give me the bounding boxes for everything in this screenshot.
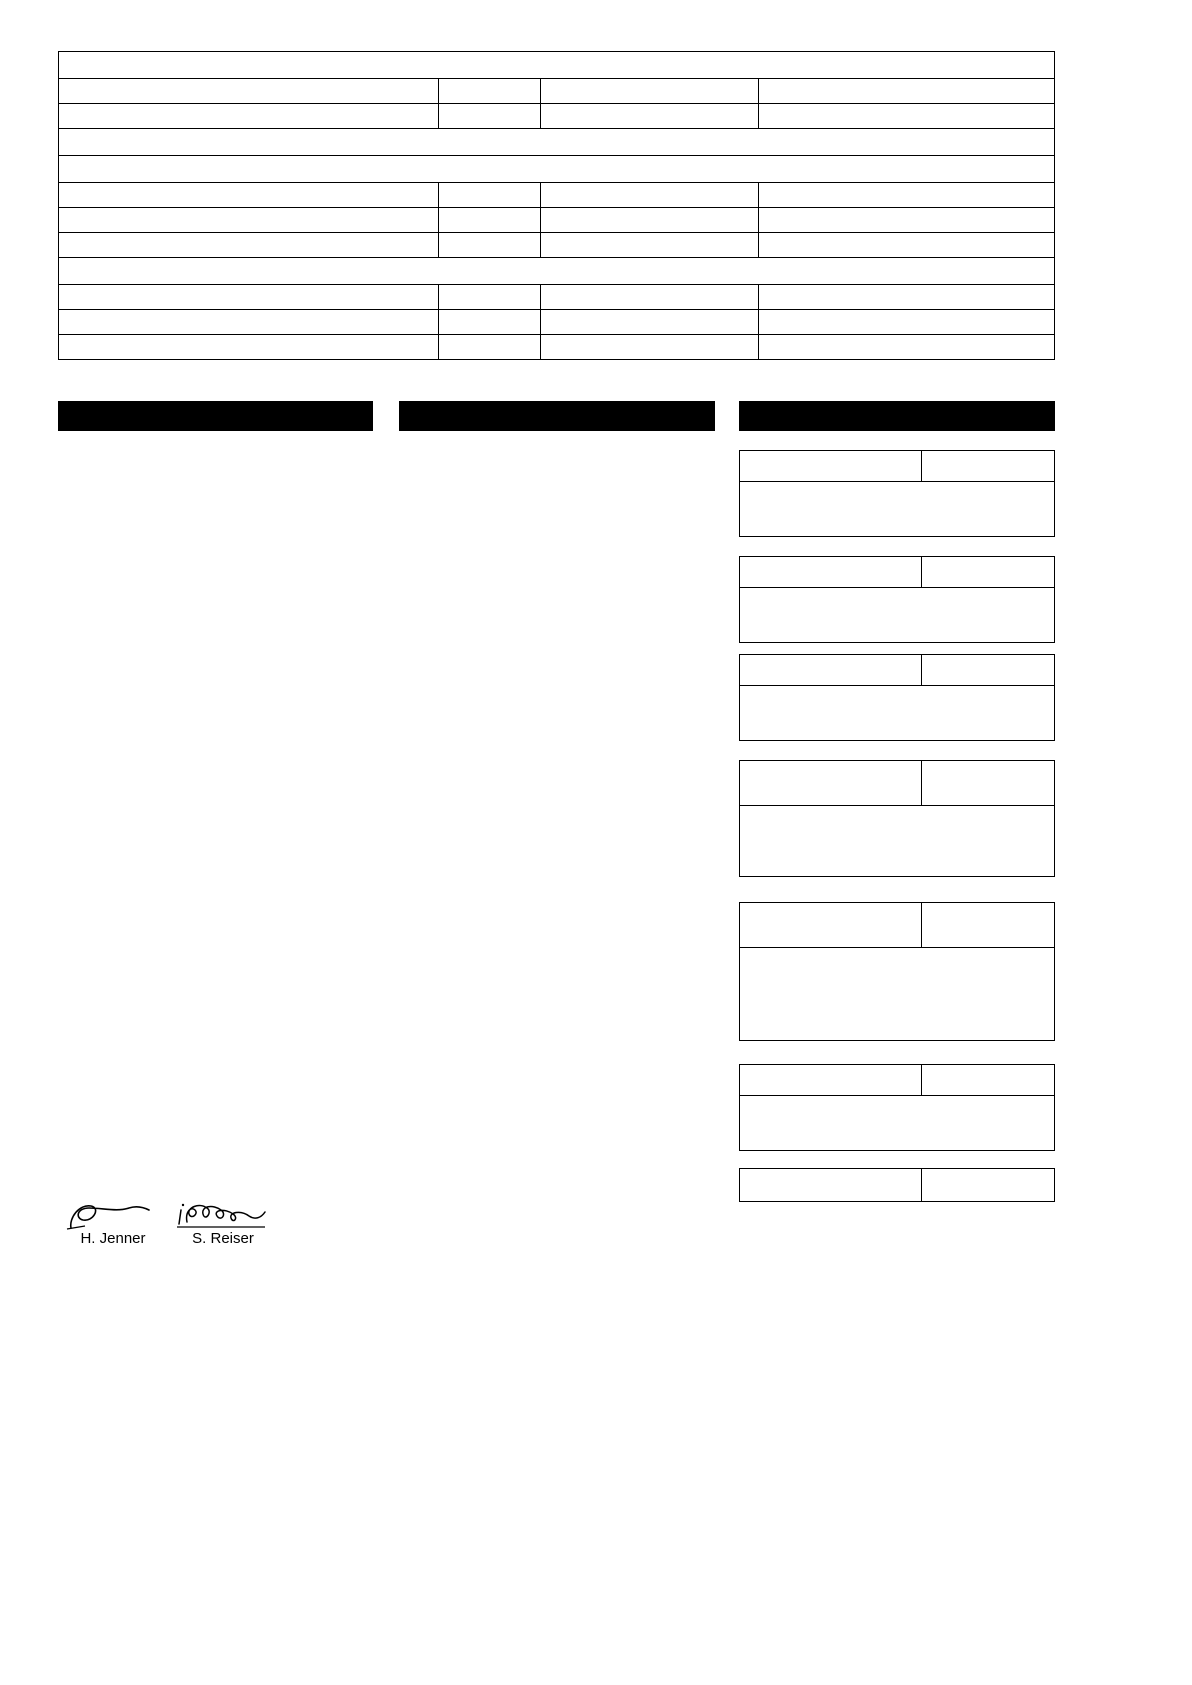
table-row [59,258,1055,285]
table-row [59,335,1055,360]
value-block-value [922,761,1054,805]
table-cell [541,335,759,360]
table-cell [59,79,439,104]
value-block [739,450,1055,537]
signature-name: S. Reiser [192,1230,254,1247]
value-block-value [922,655,1054,685]
table-cell [59,310,439,335]
specification-table [58,51,1055,360]
table-cell [759,335,1055,360]
table-row [59,285,1055,310]
value-block [739,556,1055,643]
value-block-body [740,686,1054,740]
table-row [59,79,1055,104]
value-block-head [740,655,1054,686]
value-block-head [740,1065,1054,1096]
table-cell [59,129,1055,156]
table-row [59,310,1055,335]
signature-mark-icon [58,1198,168,1232]
value-block-value [922,903,1054,947]
value-block-head [740,1169,1054,1201]
table-cell [439,285,541,310]
table-cell [59,104,439,129]
value-block-value [922,557,1054,587]
table-cell [59,285,439,310]
table-cell [759,285,1055,310]
value-block [739,760,1055,877]
value-block-head [740,557,1054,588]
table-cell [541,233,759,258]
value-block-label [740,655,922,685]
table-cell [541,183,759,208]
table-cell [59,208,439,233]
table-row [59,129,1055,156]
table-cell [541,208,759,233]
signature-block [58,1198,168,1247]
table-row [59,208,1055,233]
table-cell [759,104,1055,129]
value-block-label [740,1169,922,1201]
table-cell [59,183,439,208]
value-block-body [740,806,1054,876]
table-cell [759,208,1055,233]
value-block-body [740,482,1054,536]
section-header-middle [399,401,715,431]
signature-mark-icon [168,1198,278,1232]
table-cell [541,79,759,104]
table-cell [541,285,759,310]
value-block-label [740,451,922,481]
table-row [59,156,1055,183]
value-block-value [922,1065,1054,1095]
table-cell [439,208,541,233]
value-block-head [740,761,1054,806]
table-cell [59,52,1055,79]
table-cell [59,258,1055,285]
value-block [739,1064,1055,1151]
value-block-label [740,557,922,587]
value-block-body [740,948,1054,1040]
table-cell [439,79,541,104]
table-cell [59,335,439,360]
section-header-left [58,401,373,431]
table-cell [439,310,541,335]
signature-block [168,1198,278,1247]
signature-name: H. Jenner [80,1230,146,1247]
table-cell [59,233,439,258]
value-block-body [740,588,1054,642]
table-cell [439,183,541,208]
value-block-label [740,761,922,805]
value-block-value [922,1169,1054,1201]
value-block-body [740,1096,1054,1150]
table-row [59,233,1055,258]
table-cell [759,233,1055,258]
table-cell [439,335,541,360]
table-cell [759,183,1055,208]
value-block [739,902,1055,1041]
table-row [59,52,1055,79]
specification-table-body [59,52,1055,360]
value-block [739,654,1055,741]
section-header-right [739,401,1055,431]
table-cell [541,310,759,335]
value-block [739,1168,1055,1202]
table-cell [439,233,541,258]
table-cell [759,310,1055,335]
value-block-value [922,451,1054,481]
table-cell [541,104,759,129]
table-row [59,183,1055,208]
table-cell [759,79,1055,104]
value-block-label [740,903,922,947]
value-block-label [740,1065,922,1095]
signature-area [58,1198,358,1258]
value-block-head [740,451,1054,482]
value-block-head [740,903,1054,948]
table-row [59,104,1055,129]
table-cell [439,104,541,129]
table-cell [59,156,1055,183]
